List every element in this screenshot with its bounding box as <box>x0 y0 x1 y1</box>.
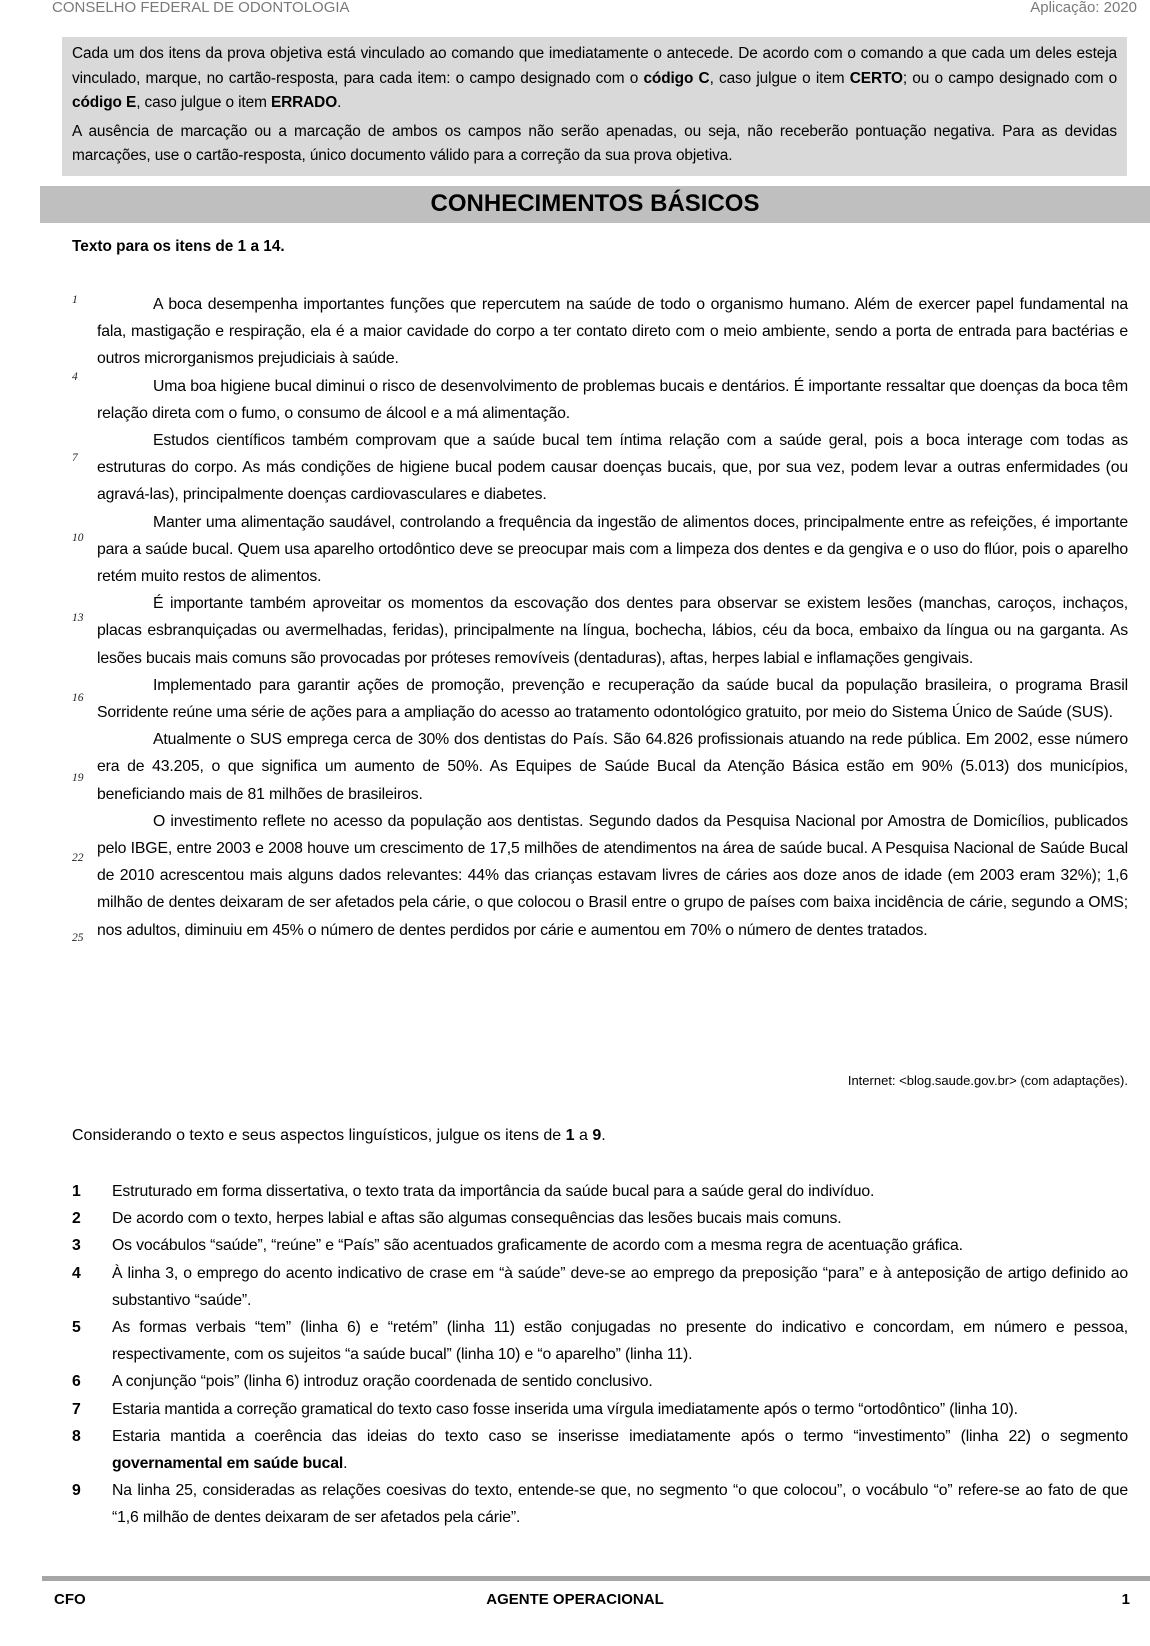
list-item <box>72 1396 1128 1423</box>
item-text: Os vocábulos “saúde”, “reúne” e “País” são acentuados graficamente de acordo com a mesma regra de acentuação gráfica. <box>112 1237 963 1255</box>
line-number: 4 <box>72 371 78 383</box>
item-number: 3 <box>72 1237 81 1255</box>
instructions-paragraph-1: Cada um dos itens da prova objetiva está vinculado ao comando que imediatamente o antecede. De acordo com o comando a que cada um deles esteja vinculado, marque, no cartão-resposta, para cada item: o campo designado com o código C, caso julgue o item CERTO; ou o campo designado com o código E, caso julgue o item ERRADO. <box>72 45 1118 111</box>
item-number: 6 <box>72 1373 81 1391</box>
footer-organization: CFO <box>54 1591 86 1608</box>
text-label: Texto para os itens de 1 a 14. <box>72 238 285 255</box>
list-item <box>72 1368 1128 1395</box>
section-title: CONHECIMENTOS BÁSICOS <box>430 190 760 217</box>
item-number: 2 <box>72 1210 81 1228</box>
passage-paragraph: Uma boa higiene bucal diminui o risco de desenvolvimento de problemas bucais e dentários. É importante ressaltar que doenças da boca têm relação direta com o fumo, o consumo de álcool e a má alimentação. <box>97 377 1128 422</box>
footer-position: AGENTE OPERACIONAL <box>486 1591 664 1608</box>
line-number: 19 <box>72 772 84 784</box>
items-list <box>72 1178 1128 1532</box>
line-number: 7 <box>72 452 78 464</box>
page-number: 1 <box>1121 1591 1130 1608</box>
list-item <box>72 1423 1128 1477</box>
reading-passage <box>97 291 1128 944</box>
item-text: Na linha 25, consideradas as relações coesivas do texto, entende-se que, no segmento “o que colocou”, o vocábulo “o” refere-se ao fato de que “1,6 milhão de dentes deixaram de ser afetados pela cárie”. <box>112 1482 1128 1527</box>
passage-paragraph: É importante também aproveitar os momentos da escovação dos dentes para observar se existem lesões (manchas, caroços, inchaços, placas esbranquiçadas ou avermelhadas, feridas), principalmente na língua, bochecha, lábios, céu da boca, embaixo da língua ou na garganta. As lesões bucais mais comuns são provocadas por próteses removíveis (dentaduras), aftas, herpes labial e inflamações gengivais. <box>97 595 1128 667</box>
item-text: As formas verbais “tem” (linha 6) e “retém” (linha 11) estão conjugadas no presente do indicativo e concordam, em número e pessoa, respectivamente, com os sujeitos “a saúde bucal” (linha 10) e “o aparelho” (linha 11). <box>112 1319 1128 1364</box>
instructions-box <box>62 37 1127 176</box>
item-text: À linha 3, o emprego do acento indicativo de crase em “à saúde” deve-se ao emprego da preposição “para” e à anteposição de artigo definido ao substantivo “saúde”. <box>112 1264 1128 1309</box>
list-item <box>72 1232 1128 1259</box>
items-command: Considerando o texto e seus aspectos linguísticos, julgue os itens de 1 a 9. <box>72 1127 606 1144</box>
list-item <box>72 1205 1128 1232</box>
item-number: 8 <box>72 1427 81 1445</box>
item-text: Estaria mantida a correção gramatical do texto caso fosse inserida uma vírgula imediatamente após o termo “ortodôntico” (linha 10). <box>112 1400 1018 1418</box>
instructions-paragraph-2: A ausência de marcação ou a marcação de ambos os campos não serão apenadas, ou seja, não receberão pontuação negativa. Para as devidas marcações, use o cartão-resposta, único documento válido para a correção da sua prova objetiva. <box>72 122 1117 164</box>
list-item <box>72 1178 1128 1205</box>
passage-source: Internet: <blog.saude.gov.br> (com adaptações). <box>847 1073 1128 1088</box>
line-number: 16 <box>72 692 84 704</box>
item-text: De acordo com o texto, herpes labial e aftas são algumas consequências das lesões bucais mais comuns. <box>112 1210 842 1228</box>
list-item <box>72 1477 1128 1531</box>
header-organization: CONSELHO FEDERAL DE ODONTOLOGIA <box>52 0 350 16</box>
list-item <box>72 1260 1128 1314</box>
item-number: 5 <box>72 1319 81 1337</box>
passage-paragraph: Manter uma alimentação saudável, controlando a frequência da ingestão de alimentos doces, principalmente entre as refeições, é importante para a saúde bucal. Quem usa aparelho ortodôntico deve se preocupar mais com a limpeza dos dentes e da gengiva e o uso do flúor, pois o aparelho retém muito restos de alimentos. <box>97 513 1128 586</box>
item-number: 7 <box>72 1400 81 1418</box>
line-number: 13 <box>72 612 84 624</box>
item-text: Estruturado em forma dissertativa, o texto trata da importância da saúde bucal para a saúde geral do indivíduo. <box>112 1183 875 1200</box>
item-number: 9 <box>72 1482 81 1500</box>
line-number: 22 <box>72 852 84 864</box>
passage-paragraph: Atualmente o SUS emprega cerca de 30% dos dentistas do País. São 64.826 profissionais atuando na rede pública. Em 2002, esse número era de 43.205, o que significa um aumento de 50%. As Equipes de Saúde Bucal da Atenção Básica estão em 90% (5.013) dos municípios, beneficiando mais de 81 milhões de brasileiros. <box>97 731 1128 803</box>
item-text: Estaria mantida a coerência das ideias do texto caso se inserisse imediatamente após o termo “investimento” (linha 22) o segmento governamental em saúde bucal. <box>112 1427 1128 1473</box>
item-text: A conjunção “pois” (linha 6) introduz oração coordenada de sentido conclusivo. <box>112 1373 653 1391</box>
passage-paragraph: A boca desempenha importantes funções que repercutem na saúde de todo o organismo humano. Além de exercer papel fundamental na fala, mastigação e respiração, ela é a maior cavidade do corpo a ter contato direto com o meio ambiente, sendo a porta de entrada para bactérias e outros microrganismos prejudiciais à saúde. <box>97 296 1128 368</box>
list-item <box>72 1314 1128 1368</box>
line-number: 25 <box>72 932 84 944</box>
passage-paragraph: Implementado para garantir ações de promoção, prevenção e recuperação da saúde bucal da população brasileira, o programa Brasil Sorridente reúne uma série de ações para a ampliação do acesso ao tratamento odontológico gratuito, por meio do Sistema Único de Saúde (SUS). <box>97 676 1128 722</box>
line-number: 10 <box>72 532 84 544</box>
line-number: 1 <box>72 294 78 306</box>
footer-divider <box>42 1576 1150 1581</box>
header-application-year: Aplicação: 2020 <box>1030 0 1137 16</box>
item-number: 4 <box>72 1264 81 1282</box>
passage-paragraph: Estudos científicos também comprovam que a saúde bucal tem íntima relação com a saúde geral, pois a boca interage com todas as estruturas do corpo. As más condições de higiene bucal podem causar doenças bucais, que, por sua vez, podem levar a outras enfermidades (ou agravá-las), principalmente doenças cardiovasculares e diabetes. <box>97 432 1128 504</box>
item-number: 1 <box>72 1183 81 1200</box>
passage-paragraph: O investimento reflete no acesso da população aos dentistas. Segundo dados da Pesquisa Nacional por Amostra de Domicílios, publicados pelo IBGE, entre 2003 e 2008 houve um crescimento de 17,5 milhões de atendimentos na área de saúde bucal. A Pesquisa Nacional de Saúde Bucal de 2010 acrescentou mais alguns dados relevantes: 44% das crianças estavam livres de cáries aos doze anos de idade (em 2003 eram 32%); 1,6 milhão de dentes deixaram de ser afetados pela cárie, o que colocou o Brasil entre o grupo de países com baixa incidência de cárie, segundo a OMS; nos adultos, diminuiu em 45% o número de dentes perdidos por cárie e aumentou em 70% o número de dentes tratados. <box>97 812 1128 939</box>
section-header-band <box>40 186 1150 223</box>
